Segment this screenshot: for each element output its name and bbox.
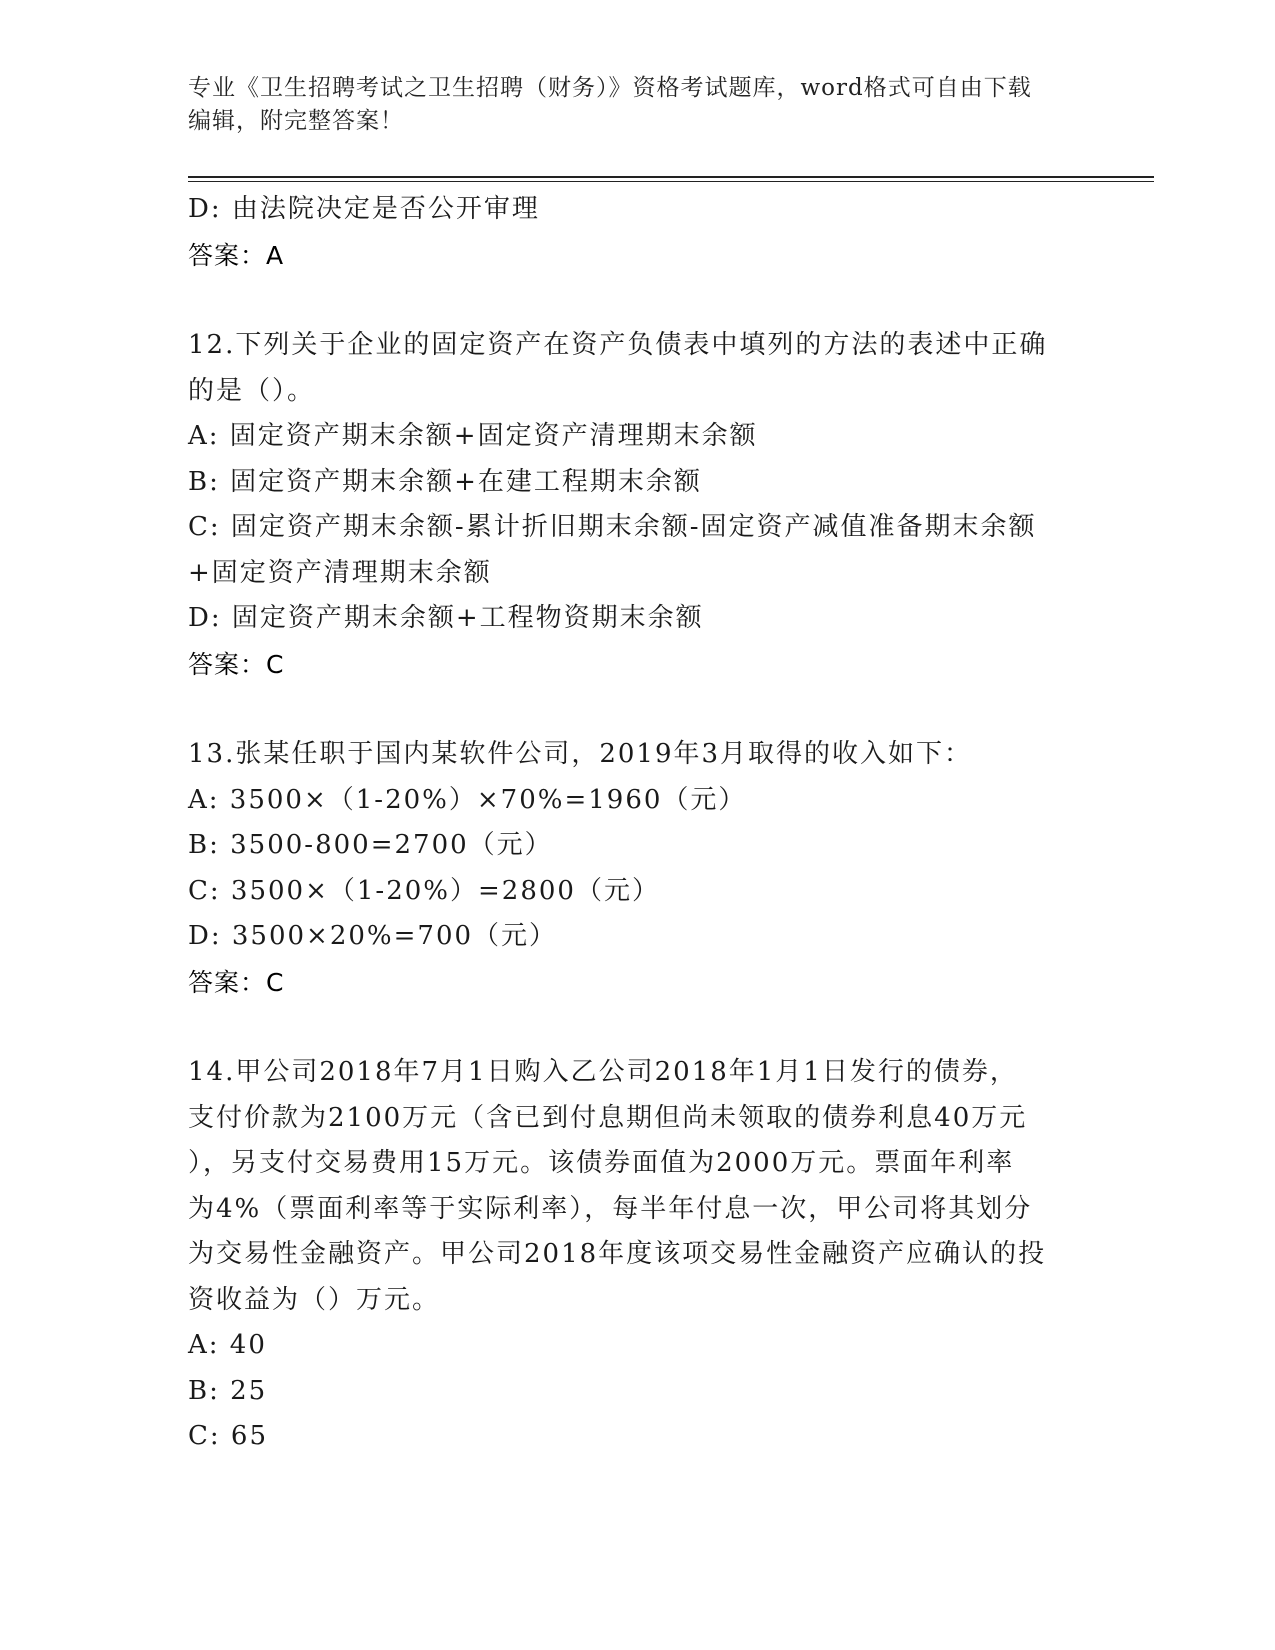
q14-stem-line-1: 14.甲公司2018年7月1日购入乙公司2018年1月1日发行的债券， <box>188 1057 1018 1087</box>
q12-option-c-line-1: C: 固定资产期末余额-累计折旧期末余额-固定资产减值准备期末余额 <box>188 512 1037 542</box>
prev-option-d: D: 由法院决定是否公开审理 <box>188 194 540 224</box>
spacer <box>188 1005 1078 1050</box>
q14-option-c: C: 65 <box>188 1421 269 1451</box>
q14-stem-line-6: 资收益为（）万元。 <box>188 1284 441 1315</box>
q14-stem-line-2: 支付价款为2100万元（含已到付息期但尚未领取的债券利息40万元 <box>188 1102 1028 1133</box>
question-content <box>188 187 1078 1460</box>
q12-option-c-line-2: +固定资产清理期末余额 <box>188 557 492 588</box>
q12-stem-line-1: 12.下列关于企业的固定资产在资产负债表中填列的方法的表述中正确 <box>188 330 1048 360</box>
header-divider-thin <box>188 181 1154 182</box>
q14-stem-line-3: ），另支付交易费用15万元。该债券面值为2000万元。票面年利率 <box>188 1148 1015 1178</box>
header-line-2: 编辑，附完整答案！ <box>188 108 404 134</box>
q13-answer: 答案：C <box>188 967 285 997</box>
q14-stem-line-4: 为4%（票面利率等于实际利率），每半年付息一次，甲公司将其划分 <box>188 1193 1033 1224</box>
spacer <box>188 278 1078 323</box>
q13-option-b: B: 3500-800=2700（元） <box>188 830 553 860</box>
header-line-1: 专业《卫生招聘考试之卫生招聘（财务）》资格考试题库，word格式可自由下载 <box>188 75 1032 101</box>
prev-answer: 答案：A <box>188 240 285 270</box>
q13-stem: 13.张某任职于国内某软件公司，2019年3月取得的收入如下： <box>188 739 973 769</box>
q12-answer: 答案：C <box>188 649 285 679</box>
q12-option-b: B: 固定资产期末余额+在建工程期末余额 <box>188 466 702 497</box>
spacer <box>188 687 1078 732</box>
document-header <box>188 72 1088 138</box>
q14-stem-line-5: 为交易性金融资产。甲公司2018年度该项交易性金融资产应确认的投 <box>188 1239 1047 1269</box>
q14-option-b: B: 25 <box>188 1375 268 1406</box>
q13-option-d: D: 3500×20%=700（元） <box>188 921 558 951</box>
q14-option-a: A: 40 <box>188 1330 267 1360</box>
header-divider-thick <box>188 176 1154 178</box>
q12-option-d: D: 固定资产期末余额+工程物资期末余额 <box>188 603 704 633</box>
q12-stem-line-2: 的是（）。 <box>188 375 316 406</box>
q13-option-a: A: 3500×（1-20%）×70%=1960（元） <box>188 784 747 815</box>
q13-option-c: C: 3500×（1-20%）=2800（元） <box>188 875 660 906</box>
q12-option-a: A: 固定资产期末余额+固定资产清理期末余额 <box>188 421 758 451</box>
